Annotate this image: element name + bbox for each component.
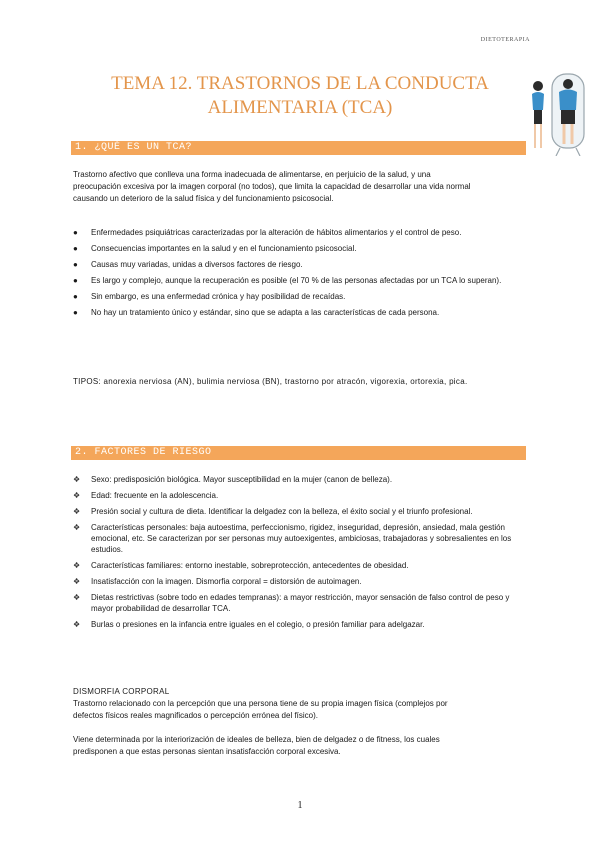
list-item-text: Consecuencias importantes en la salud y en el funcionamiento psicosocial. — [91, 244, 357, 253]
list-item — [73, 243, 523, 254]
bullet-icon: ● — [73, 276, 78, 285]
diamond-bullet-icon: ❖ — [73, 523, 81, 532]
bullet-icon: ● — [73, 228, 78, 237]
section1-bullet-list — [73, 227, 523, 323]
list-item — [73, 275, 523, 286]
section1-intro — [73, 169, 528, 205]
diamond-bullet-icon: ❖ — [73, 561, 81, 570]
list-item-text: No hay un tratamiento único y estándar, sino que se adapta a las características de cada persona. — [91, 308, 440, 317]
list-item-text: Edad: frecuente en la adolescencia. — [91, 491, 219, 500]
section-heading-2: 2. FACTORES DE RIESGO — [71, 446, 526, 460]
diamond-bullet-icon: ❖ — [73, 620, 81, 629]
list-item — [73, 474, 523, 485]
mirror-illustration — [526, 70, 592, 156]
para-line: Viene determinada por la interiorización de ideales de belleza, bien de delgadez o de fitness, los cuales — [73, 735, 440, 744]
list-item — [73, 259, 523, 270]
list-item-text: Dietas restrictivas (sobre todo en edades tempranas): a mayor restricción, mayor sensación de falso control de peso y mayor probabilidad de desarrollar TCA. — [91, 593, 510, 613]
list-item-text: Burlas o presiones en la infancia entre iguales en el colegio, o presión familiar para adelgazar. — [91, 620, 425, 629]
dismorfia-heading: DISMORFIA CORPORAL — [73, 687, 170, 696]
diamond-bullet-icon: ❖ — [73, 507, 81, 516]
list-item — [73, 307, 523, 318]
diamond-bullet-icon: ❖ — [73, 491, 81, 500]
bullet-icon: ● — [73, 308, 78, 317]
header-tag: DIETOTERAPIA — [480, 37, 530, 43]
bullet-icon: ● — [73, 260, 78, 269]
intro-line: causando un deterioro de la salud física y del funcionamiento psicosocial. — [73, 194, 334, 203]
list-item-text: Sexo: predisposición biológica. Mayor susceptibilidad en la mujer (canon de belleza). — [91, 475, 393, 484]
diamond-bullet-icon: ❖ — [73, 593, 81, 602]
para-line: defectos físicos reales magnificados o percepción errónea del físico). — [73, 711, 319, 720]
list-item — [73, 592, 523, 614]
list-item-text: Características personales: baja autoestima, perfeccionismo, rigidez, inseguridad, depresión, ansiedad, mala gestión emocional, etc. Se caracterizan por ser personas muy autoexigentes, ambiciosas, trabajadoras y sobresalientes en los estudios. — [91, 523, 512, 554]
page-number: 1 — [297, 800, 303, 811]
section2-bullet-list — [73, 474, 523, 635]
tipos-label: TIPOS: — [73, 377, 102, 386]
para-line: predisponen a que estas personas sientan insatisfacción corporal excesiva. — [73, 747, 341, 756]
list-item-text: Presión social y cultura de dieta. Identificar la delgadez con la belleza, el éxito social y el triunfo profesional. — [91, 507, 473, 516]
list-item — [73, 576, 523, 587]
dismorfia-para-2 — [73, 734, 528, 758]
list-item-text: Insatisfacción con la imagen. Dismorfia corporal = distorsión de autoimagen. — [91, 577, 362, 586]
intro-line: preocupación excesiva por la imagen corporal (no todos), que limita la capacidad de desarrollar una vida normal — [73, 182, 471, 191]
page-title — [90, 72, 510, 120]
dismorfia-para-1 — [73, 698, 528, 722]
list-item — [73, 490, 523, 501]
list-item — [73, 619, 523, 630]
list-item — [73, 506, 523, 517]
list-item — [73, 227, 523, 238]
list-item-text: Sin embargo, es una enfermedad crónica y hay posibilidad de recaídas. — [91, 292, 346, 301]
title-line-1: TEMA 12. TRASTORNOS DE LA CONDUCTA — [111, 73, 489, 94]
tipos-text: anorexia nerviosa (AN), bulimia nerviosa (BN), trastorno por atracón, vigorexia, ortorexia, pica. — [101, 377, 468, 386]
list-item — [73, 560, 523, 571]
title-line-2: ALIMENTARIA (TCA) — [207, 97, 393, 118]
list-item-text: Enfermedades psiquiátricas caracterizadas por la alteración de hábitos alimentarios y el control de peso. — [91, 228, 462, 237]
list-item-text: Es largo y complejo, aunque la recuperación es posible (el 70 % de las personas afectadas por un TCA lo superan). — [91, 276, 502, 285]
bullet-icon: ● — [73, 244, 78, 253]
diamond-bullet-icon: ❖ — [73, 475, 81, 484]
tipos-line — [73, 376, 467, 387]
list-item — [73, 522, 523, 555]
section-heading-1: 1. ¿QUÉ ES UN TCA? — [71, 141, 526, 155]
diamond-bullet-icon: ❖ — [73, 577, 81, 586]
list-item-text: Causas muy variadas, unidas a diversos factores de riesgo. — [91, 260, 303, 269]
para-line: Trastorno relacionado con la percepción que una persona tiene de su propia imagen física (complejos por — [73, 699, 448, 708]
bullet-icon: ● — [73, 292, 78, 301]
list-item-text: Características familiares: entorno inestable, sobreprotección, antecedentes de obesidad. — [91, 561, 409, 570]
intro-line: Trastorno afectivo que conlleva una forma inadecuada de alimentarse, en perjuicio de la salud, y una — [73, 170, 431, 179]
list-item — [73, 291, 523, 302]
